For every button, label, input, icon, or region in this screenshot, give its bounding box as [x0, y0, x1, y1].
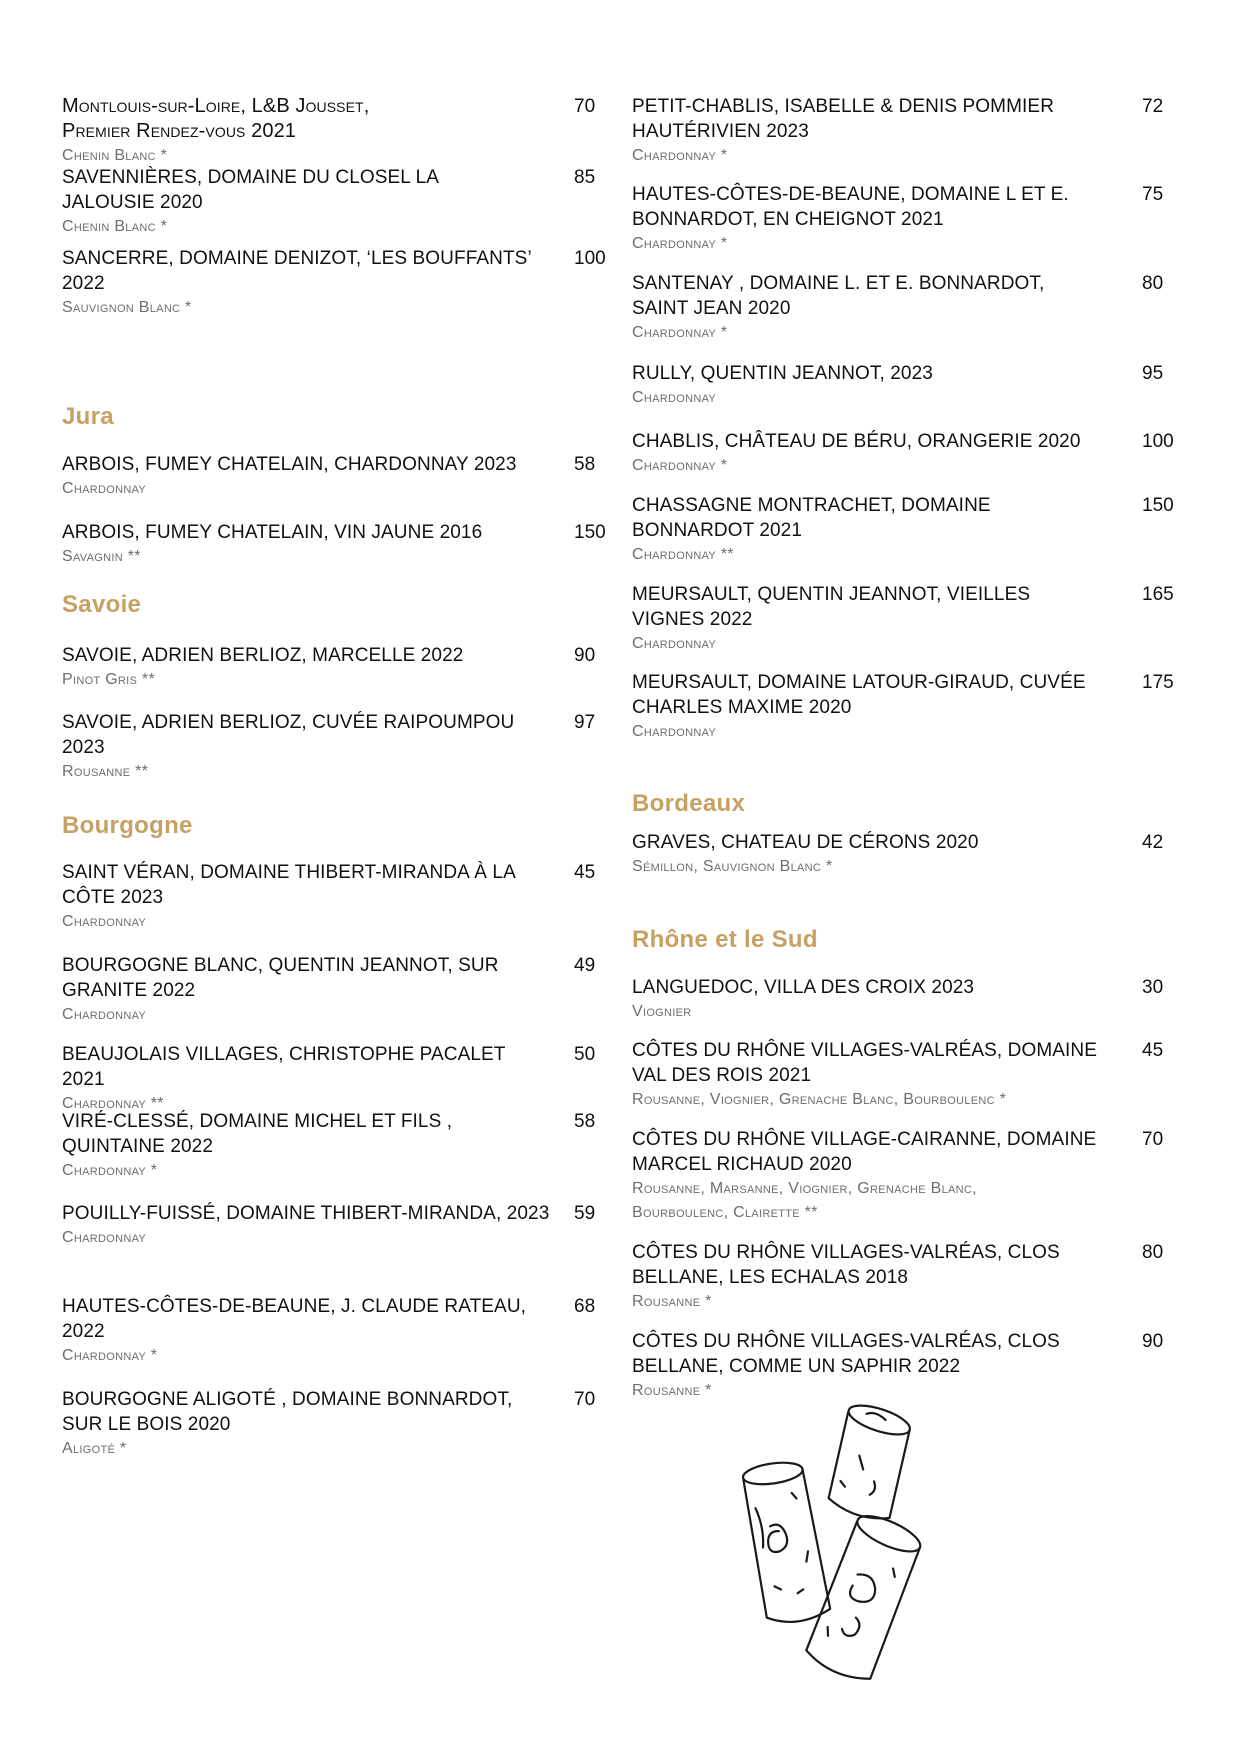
grape-variety: Chardonnay: [632, 635, 717, 652]
grape-variety: Rousanne *: [632, 1382, 712, 1399]
wine-price: 100: [574, 248, 606, 269]
wine-name: CÔTES DU RHÔNE VILLAGES-VALRÉAS, CLOS BELLANE, COMME UN SAPHIR 2022: [632, 1331, 1060, 1377]
wine-name: BOURGOGNE BLANC, QUENTIN JEANNOT, SUR GRANITE 2022: [62, 955, 499, 1001]
wine-item: [632, 670, 1182, 744]
wine-item: [62, 520, 612, 569]
wine-price: 75: [1142, 184, 1164, 205]
wine-item: [62, 246, 612, 320]
wine-price: 150: [1142, 495, 1174, 516]
wine-price: 45: [574, 862, 596, 883]
wine-name: HAUTES-CÔTES-DE-BEAUNE, DOMAINE L ET E. BONNARDOT, EN CHEIGNOT 2021: [632, 184, 1069, 230]
section-title-jura: Jura: [62, 403, 114, 430]
grape-variety: Sauvignon Blanc *: [62, 299, 192, 316]
wine-price: 58: [574, 454, 596, 475]
wine-item: [632, 271, 1182, 345]
wine-item: [632, 493, 1182, 567]
wine-price: 72: [1142, 96, 1164, 117]
wine-name: VIRÉ-CLESSÉ, DOMAINE MICHEL ET FILS , QUINTAINE 2022: [62, 1111, 453, 1157]
wine-name: GRAVES, CHATEAU DE CÉRONS 2020: [632, 832, 979, 853]
grape-variety: Chardonnay: [62, 913, 147, 930]
wine-price: 80: [1142, 273, 1164, 294]
wine-price: 30: [1142, 977, 1164, 998]
wine-item: [632, 830, 1182, 879]
wine-name: Montlouis-sur-Loire, L&B Jousset, Premier Rendez-vous 2021: [62, 95, 370, 142]
grape-variety: Rousanne, Marsanne, Viognier, Grenache Blanc, Bourboulenc, Clairette **: [632, 1180, 977, 1221]
wine-price: 49: [574, 955, 596, 976]
grape-variety: Chardonnay *: [632, 457, 728, 474]
wine-item: [62, 643, 612, 692]
grape-variety: Rousanne **: [62, 763, 149, 780]
wine-name: CÔTES DU RHÔNE VILLAGES-VALRÉAS, CLOS BELLANE, LES ECHALAS 2018: [632, 1242, 1060, 1288]
wine-price: 90: [1142, 1331, 1164, 1352]
wine-item: [632, 182, 1182, 256]
grape-variety: Chardonnay *: [632, 324, 728, 341]
wine-item: [632, 975, 1182, 1024]
grape-variety: Chardonnay *: [632, 147, 728, 164]
grape-variety: Rousanne *: [632, 1293, 712, 1310]
wine-name: SAVOIE, ADRIEN BERLIOZ, MARCELLE 2022: [62, 645, 464, 666]
wine-item: [62, 710, 612, 784]
wine-price: 50: [574, 1044, 596, 1065]
wine-item: [632, 429, 1182, 478]
wine-name: PETIT-CHABLIS, ISABELLE & DENIS POMMIER HAUTÉRIVIEN 2023: [632, 96, 1055, 142]
wine-name: SAINT VÉRAN, DOMAINE THIBERT-MIRANDA À LA CÔTE 2023: [62, 862, 515, 908]
wine-price: 70: [1142, 1129, 1164, 1150]
wine-price: 70: [574, 1389, 596, 1410]
wine-price: 80: [1142, 1242, 1164, 1263]
wine-price: 175: [1142, 672, 1174, 693]
grape-variety: Savagnin **: [62, 548, 141, 565]
grape-variety: Chardonnay *: [62, 1347, 158, 1364]
wine-price: 45: [1142, 1040, 1164, 1061]
wine-name: ARBOIS, FUMEY CHATELAIN, VIN JAUNE 2016: [62, 522, 483, 543]
wine-item: [632, 1240, 1182, 1314]
wine-item: [62, 1109, 612, 1183]
wine-name: SAVOIE, ADRIEN BERLIOZ, CUVÉE RAIPOUMPOU 2023: [62, 712, 515, 758]
grape-variety: Chardonnay **: [62, 1095, 164, 1112]
grape-variety: Aligoté *: [62, 1440, 127, 1457]
section-title-savoie: Savoie: [62, 591, 142, 618]
wine-item: [632, 1038, 1182, 1112]
grape-variety: Chenin Blanc *: [62, 147, 168, 164]
wine-price: 97: [574, 712, 596, 733]
wine-price: 59: [574, 1203, 596, 1224]
wine-name: MEURSAULT, QUENTIN JEANNOT, VIEILLES VIGNES 2022: [632, 584, 1031, 630]
wine-item: [62, 860, 612, 934]
wine-price: 165: [1142, 584, 1174, 605]
wine-price: 95: [1142, 363, 1164, 384]
wine-price: 100: [1142, 431, 1174, 452]
wine-item: [62, 94, 612, 168]
wine-item: [62, 1042, 612, 1116]
grape-variety: Chardonnay *: [632, 235, 728, 252]
wine-name: POUILLY-FUISSÉ, DOMAINE THIBERT-MIRANDA, 2023: [62, 1203, 550, 1224]
wine-name: CÔTES DU RHÔNE VILLAGE-CAIRANNE, DOMAINE MARCEL RICHAUD 2020: [632, 1129, 1097, 1175]
wine-name: SANTENAY , DOMAINE L. ET E. BONNARDOT, SAINT JEAN 2020: [632, 273, 1045, 319]
wine-name: BEAUJOLAIS VILLAGES, CHRISTOPHE PACALET 2021: [62, 1044, 506, 1090]
grape-variety: Chardonnay: [62, 1006, 147, 1023]
wine-corks-sketch-icon: [710, 1390, 1000, 1690]
grape-variety: Chardonnay: [62, 1229, 147, 1246]
grape-variety: Chenin Blanc *: [62, 218, 168, 235]
grape-variety: Chardonnay **: [632, 546, 734, 563]
wine-name: HAUTES-CÔTES-DE-BEAUNE, J. CLAUDE RATEAU, 2022: [62, 1296, 527, 1342]
wine-price: 68: [574, 1296, 596, 1317]
section-title-bordeaux: Bordeaux: [632, 790, 746, 817]
section-title-rhone: Rhône et le Sud: [632, 926, 818, 953]
grape-variety: Sémillon, Sauvignon Blanc *: [632, 858, 833, 875]
wine-item: [62, 953, 612, 1027]
wine-name: CÔTES DU RHÔNE VILLAGES-VALRÉAS, DOMAINE VAL DES ROIS 2021: [632, 1040, 1098, 1086]
section-title-bourgogne: Bourgogne: [62, 812, 193, 839]
grape-variety: Chardonnay: [632, 389, 717, 406]
wine-item: [632, 1127, 1182, 1225]
wine-item: [62, 1387, 612, 1461]
grape-variety: Chardonnay: [632, 723, 717, 740]
wine-name: LANGUEDOC, VILLA DES CROIX 2023: [632, 977, 975, 998]
wine-price: 42: [1142, 832, 1164, 853]
wine-item: [632, 582, 1182, 656]
grape-variety: Rousanne, Viognier, Grenache Blanc, Bourboulenc *: [632, 1091, 1007, 1108]
grape-variety: Chardonnay *: [62, 1162, 158, 1179]
grape-variety: Pinot Gris **: [62, 671, 155, 688]
wine-item: [62, 452, 612, 501]
wine-item: [62, 1294, 612, 1368]
wine-name: RULLY, QUENTIN JEANNOT, 2023: [632, 363, 933, 384]
wine-name: SAVENNIÈRES, DOMAINE DU CLOSEL LA JALOUSIE 2020: [62, 167, 439, 213]
wine-item: [632, 361, 1182, 410]
wine-name: ARBOIS, FUMEY CHATELAIN, CHARDONNAY 2023: [62, 454, 517, 475]
wine-price: 70: [574, 96, 596, 117]
wine-name: CHASSAGNE MONTRACHET, DOMAINE BONNARDOT 2021: [632, 495, 991, 541]
wine-name: MEURSAULT, DOMAINE LATOUR-GIRAUD, CUVÉE CHARLES MAXIME 2020: [632, 672, 1086, 718]
wine-price: 58: [574, 1111, 596, 1132]
wine-name: CHABLIS, CHÂTEAU DE BÉRU, ORANGERIE 2020: [632, 431, 1081, 452]
wine-item: [62, 165, 612, 239]
wine-name: BOURGOGNE ALIGOTÉ , DOMAINE BONNARDOT, SUR LE BOIS 2020: [62, 1389, 513, 1435]
wine-price: 85: [574, 167, 596, 188]
wine-name: SANCERRE, DOMAINE DENIZOT, ‘LES BOUFFANTS’ 2022: [62, 248, 532, 294]
wine-price: 150: [574, 522, 606, 543]
grape-variety: Viognier: [632, 1003, 692, 1020]
wine-price: 90: [574, 645, 596, 666]
wine-item: [632, 94, 1182, 168]
wine-item: [62, 1201, 612, 1250]
grape-variety: Chardonnay: [62, 480, 147, 497]
